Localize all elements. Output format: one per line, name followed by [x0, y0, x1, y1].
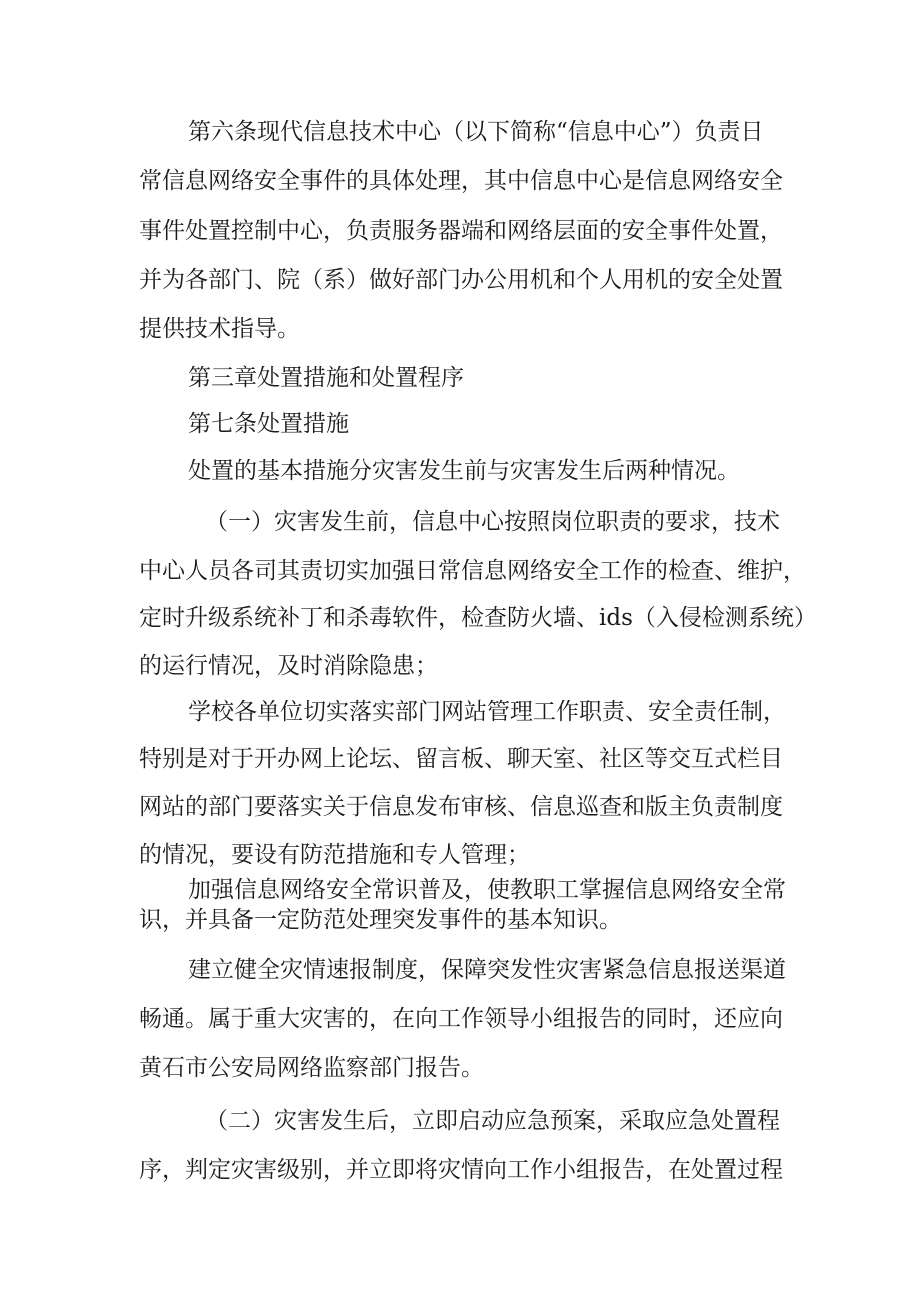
text-line: 第六条现代信息技术中心（以下简称“信息中心”）负责日	[188, 119, 764, 145]
text-line: 的运行情况，及时消除隐患；	[139, 653, 438, 679]
text-line: 序，判定灾害级别，并立即将灾情向工作小组报告，在处置过程	[139, 1157, 783, 1183]
text-line: 的情况，要设有防范措施和专人管理；	[139, 842, 530, 868]
text-line: 网站的部门要落实关于信息发布审核、信息巡查和版主负责制度	[139, 794, 783, 820]
text-line: 提供技术指导。	[139, 316, 300, 342]
text-line: 中心人员各司其责切实加强日常信息网络安全工作的检查、维护，	[139, 558, 806, 584]
text-line: 建立健全灾情速报制度，保障突发性灾害紧急信息报送渠道	[188, 957, 786, 983]
text-line: 黄石市公安局网络监察部门报告。	[139, 1055, 484, 1081]
text-line: （二）灾害发生后，立即启动应急预案，采取应急处置程	[205, 1108, 780, 1134]
text-line: （一）灾害发生前，信息中心按照岗位职责的要求，技术	[205, 509, 780, 535]
text-line: 并为各部门、院（系）做好部门办公用机和个人用机的安全处置	[139, 267, 783, 293]
text-line: 学校各单位切实落实部门网站管理工作职责、安全责任制，	[188, 699, 786, 725]
text-line: 特别是对于开办网上论坛、留言板、聊天室、社区等交互式栏目	[139, 746, 783, 772]
text-line: 常信息网络安全事件的具体处理，其中信息中心是信息网络安全	[139, 168, 783, 194]
chapter-heading: 第三章处置措施和处置程序	[188, 365, 464, 391]
text-line: 加强信息网络安全常识普及，使教职工掌握信息网络安全常	[188, 877, 786, 903]
text-line: 识，并具备一定防范处理突发事件的基本知识。	[139, 907, 622, 933]
text-line: 定时升级系统补丁和杀毒软件，检查防火墙、ids（入侵检测系统）	[139, 605, 817, 631]
text-line: 处置的基本措施分灾害发生前与灾害发生后两种情况。	[188, 458, 740, 484]
article-heading: 第七条处置措施	[188, 411, 349, 437]
text-line: 畅通。属于重大灾害的，在向工作领导小组报告的同时，还应向	[139, 1006, 783, 1032]
text-line: 事件处置控制中心，负责服务器端和网络层面的安全事件处置，	[139, 218, 783, 244]
